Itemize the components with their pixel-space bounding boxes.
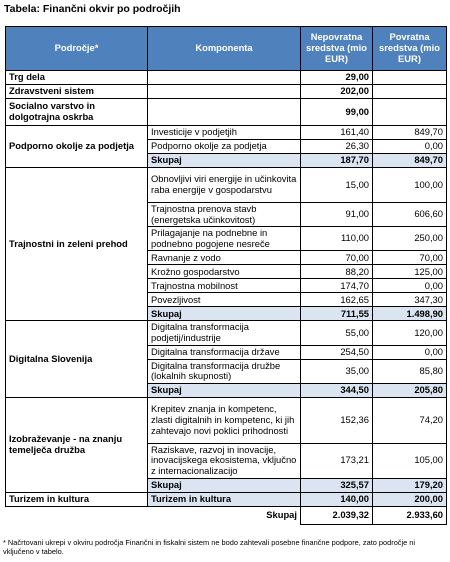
repayable-cell: 100,00 bbox=[373, 168, 447, 203]
repayable-cell: 606,60 bbox=[373, 203, 447, 227]
repayable-cell: 105,00 bbox=[373, 443, 447, 478]
repayable-cell: 0,00 bbox=[373, 345, 447, 359]
nonrepayable-cell: 173,21 bbox=[301, 443, 373, 478]
component-cell: Povezljivost bbox=[148, 293, 301, 307]
component-cell: Raziskave, razvoj in inovacije, inovacijskega ekosistema, vključno z internacionalizacijo bbox=[148, 443, 301, 478]
nonrepayable-cell: 35,00 bbox=[301, 359, 373, 383]
subtotal-label: Skupaj bbox=[148, 154, 301, 168]
area-cell: Turizem in kultura bbox=[6, 492, 148, 506]
area-cell: Zdravstveni sistem bbox=[6, 85, 148, 99]
table-row bbox=[6, 71, 447, 85]
component-cell bbox=[148, 85, 301, 99]
nonrepayable-cell: 162,65 bbox=[301, 293, 373, 307]
subtotal-label: Skupaj bbox=[148, 307, 301, 321]
nonrepayable-cell: 15,00 bbox=[301, 168, 373, 203]
repayable-cell bbox=[373, 85, 447, 99]
table-row bbox=[6, 85, 447, 99]
nonrepayable-cell: 202,00 bbox=[301, 85, 373, 99]
table-row bbox=[6, 321, 447, 345]
area-cell: Digitalna Slovenija bbox=[6, 321, 148, 397]
component-cell: Obnovljivi viri energije in učinkovita raba energije v gospodarstvu bbox=[148, 168, 301, 203]
component-cell: Digitalna transformacija podjetij/industrije bbox=[148, 321, 301, 345]
nonrepayable-cell: 26,30 bbox=[301, 140, 373, 154]
repayable-cell: 200,00 bbox=[373, 492, 447, 506]
component-cell: Digitalna transformacija družbe (lokalnih skupnosti) bbox=[148, 359, 301, 383]
repayable-cell: 849,70 bbox=[373, 126, 447, 140]
subtotal-nonrepayable: 325,57 bbox=[301, 478, 373, 492]
grand-total-spacer bbox=[6, 506, 148, 524]
area-cell: Trg dela bbox=[6, 71, 148, 85]
header-row bbox=[6, 27, 447, 71]
component-cell: Podporno okolje za podjetja bbox=[148, 140, 301, 154]
header-nonrepayable: Nepovratna sredstva (mio EUR) bbox=[301, 27, 373, 71]
repayable-cell: 120,00 bbox=[373, 321, 447, 345]
subtotal-label: Skupaj bbox=[148, 383, 301, 397]
component-cell: Digitalna transformacija države bbox=[148, 345, 301, 359]
nonrepayable-cell: 99,00 bbox=[301, 99, 373, 126]
grand-total-label: Skupaj bbox=[266, 509, 297, 521]
grand-total-repayable: 2.933,60 bbox=[373, 506, 447, 524]
repayable-cell: 85,80 bbox=[373, 359, 447, 383]
footnote: * Načrtovani ukrepi v okviru področja Finančni in fiskalni sistem ne bodo zahtevali posebne finančne podpore, zato področje ni vključeno v tabelo. bbox=[3, 538, 416, 556]
subtotal-label: Skupaj bbox=[148, 478, 301, 492]
subtotal-repayable: 179,20 bbox=[373, 478, 447, 492]
component-cell: Prilagajanje na podnebne in podnebno pogojene nesreče bbox=[148, 227, 301, 251]
grand-total-nonrepayable: 2.039,32 bbox=[301, 506, 373, 524]
area-cell: Socialno varstvo in dolgotrajna oskrba bbox=[6, 99, 148, 126]
nonrepayable-cell: 152,36 bbox=[301, 397, 373, 443]
area-cell: Podporno okolje za podjetja bbox=[6, 126, 148, 168]
nonrepayable-cell: 140,00 bbox=[301, 492, 373, 506]
subtotal-repayable: 849,70 bbox=[373, 154, 447, 168]
nonrepayable-cell: 174,70 bbox=[301, 279, 373, 293]
component-cell: Turizem in kultura bbox=[148, 492, 301, 506]
table-title: Tabela: Finančni okvir po področjih bbox=[4, 3, 181, 15]
component-cell bbox=[148, 71, 301, 85]
component-cell: Ravnanje z vodo bbox=[148, 251, 301, 265]
subtotal-repayable: 205,80 bbox=[373, 383, 447, 397]
repayable-cell bbox=[373, 99, 447, 126]
financial-table bbox=[5, 26, 447, 525]
repayable-cell: 0,00 bbox=[373, 279, 447, 293]
nonrepayable-cell: 29,00 bbox=[301, 71, 373, 85]
repayable-cell: 250,00 bbox=[373, 227, 447, 251]
repayable-cell: 347,30 bbox=[373, 293, 447, 307]
nonrepayable-cell: 161,40 bbox=[301, 126, 373, 140]
component-cell: Investicije v podjetjih bbox=[148, 126, 301, 140]
grand-total-row bbox=[6, 506, 447, 524]
area-cell: Izobraževanje - na znanju temelječa družba bbox=[6, 397, 148, 492]
component-cell: Trajnostna mobilnost bbox=[148, 279, 301, 293]
nonrepayable-cell: 91,00 bbox=[301, 203, 373, 227]
subtotal-nonrepayable: 344,50 bbox=[301, 383, 373, 397]
nonrepayable-cell: 88,20 bbox=[301, 265, 373, 279]
repayable-cell bbox=[373, 71, 447, 85]
nonrepayable-cell: 70,00 bbox=[301, 251, 373, 265]
component-cell: Krepitev znanja in kompetenc, zlasti digitalnih in kompetenc, ki jih zahtevajo novi poklici prihodnosti bbox=[148, 397, 301, 443]
table-row bbox=[6, 126, 447, 140]
repayable-cell: 125,00 bbox=[373, 265, 447, 279]
header-component: Komponenta bbox=[148, 27, 301, 71]
nonrepayable-cell: 55,00 bbox=[301, 321, 373, 345]
header-area: Področje* bbox=[6, 27, 148, 71]
nonrepayable-cell: 110,00 bbox=[301, 227, 373, 251]
table-row bbox=[6, 99, 447, 126]
subtotal-nonrepayable: 711,55 bbox=[301, 307, 373, 321]
component-cell: Krožno gospodarstvo bbox=[148, 265, 301, 279]
nonrepayable-cell: 254,50 bbox=[301, 345, 373, 359]
repayable-cell: 70,00 bbox=[373, 251, 447, 265]
component-cell bbox=[148, 99, 301, 126]
table-row bbox=[6, 492, 447, 506]
subtotal-nonrepayable: 187,70 bbox=[301, 154, 373, 168]
repayable-cell: 74,20 bbox=[373, 397, 447, 443]
table-row bbox=[6, 397, 447, 443]
header-repayable: Povratna sredstva (mio EUR) bbox=[373, 27, 447, 71]
area-cell: Trajnostni in zeleni prehod bbox=[6, 168, 148, 321]
table-row bbox=[6, 168, 447, 203]
repayable-cell: 0,00 bbox=[373, 140, 447, 154]
subtotal-repayable: 1.498,90 bbox=[373, 307, 447, 321]
component-cell: Trajnostna prenova stavb (energetska učinkovitost) bbox=[148, 203, 301, 227]
